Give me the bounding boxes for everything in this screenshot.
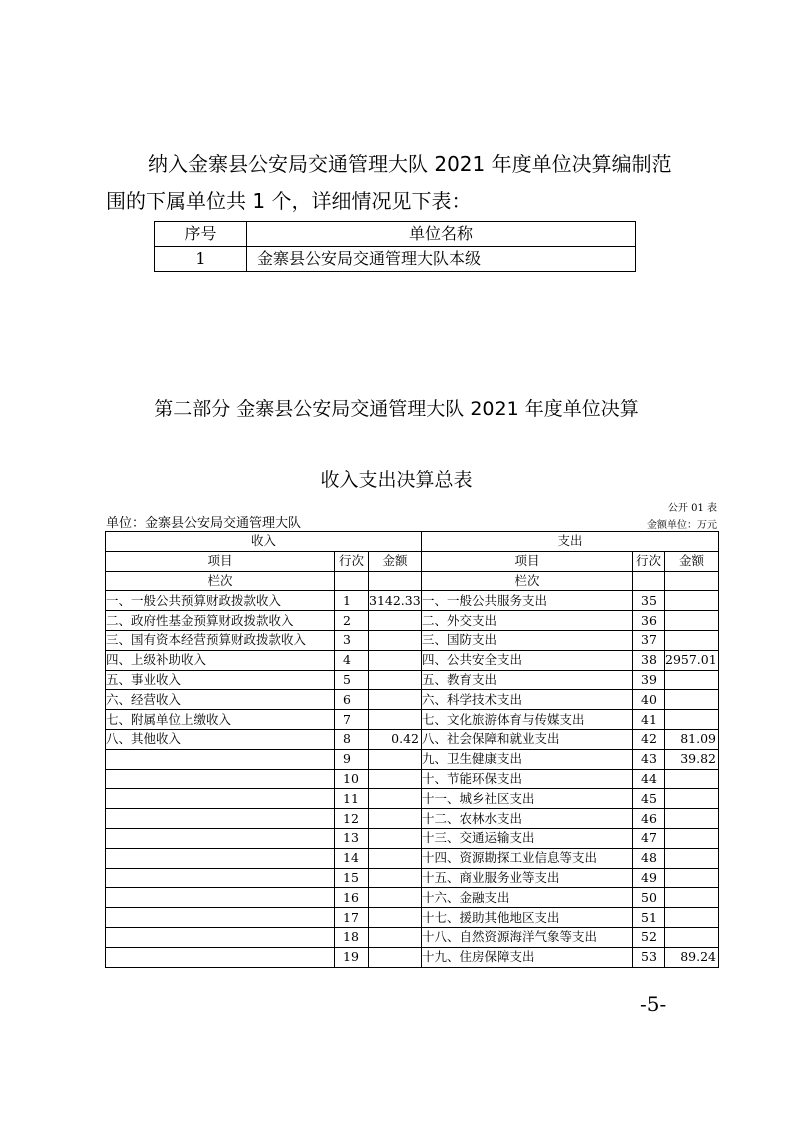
amount-unit-label: 金额单位：万元 [647, 520, 717, 531]
page-number: -5- [640, 992, 667, 1016]
table-row [106, 630, 719, 650]
expense-amount-cell [665, 591, 719, 611]
income-amount-cell [369, 848, 422, 868]
income-line-cell: 17 [335, 908, 369, 928]
expense-line-cell: 38 [633, 650, 665, 670]
expense-amount-cell [665, 828, 719, 848]
subordinate-units-table [154, 221, 636, 272]
column-header-row [106, 551, 719, 571]
income-item-cell: 二、政府性基金预算财政拨款收入 [106, 611, 335, 631]
income-amount-cell [369, 690, 422, 710]
income-line-cell: 3 [335, 630, 369, 650]
income-amount-cell [369, 809, 422, 829]
expense-item-cell: 一、一般公共服务支出 [422, 591, 633, 611]
table-row [106, 888, 719, 908]
expense-amount-cell [665, 670, 719, 690]
empty-cell [335, 571, 369, 591]
income-line-cell: 7 [335, 710, 369, 730]
expense-line-cell: 51 [633, 908, 665, 928]
table-row [106, 769, 719, 789]
income-line-cell: 15 [335, 868, 369, 888]
expense-item-cell: 十、节能环保支出 [422, 769, 633, 789]
income-line-header: 行次 [335, 551, 369, 571]
expense-amount-cell [665, 848, 719, 868]
expense-line-cell: 40 [633, 690, 665, 710]
header-unit-name: 单位名称 [247, 222, 636, 247]
income-item-cell: 七、附属单位上缴收入 [106, 710, 335, 730]
expense-line-cell: 44 [633, 769, 665, 789]
income-amount-cell [369, 670, 422, 690]
expense-amount-cell [665, 809, 719, 829]
income-amount-cell [369, 828, 422, 848]
income-amount-cell [369, 749, 422, 769]
expense-amount-cell [665, 868, 719, 888]
income-line-cell: 11 [335, 789, 369, 809]
income-amount-cell: 0.42 [369, 729, 422, 749]
expense-amount-cell [665, 630, 719, 650]
expense-item-cell: 四、公共安全支出 [422, 650, 633, 670]
income-item-cell [106, 908, 335, 928]
expense-item-cell: 十七、援助其他地区支出 [422, 908, 633, 928]
expense-item-cell: 七、文化旅游体育与传媒支出 [422, 710, 633, 730]
expense-line-cell: 48 [633, 848, 665, 868]
expense-item-cell: 二、外交支出 [422, 611, 633, 631]
expense-amount-cell [665, 769, 719, 789]
table-row [106, 789, 719, 809]
income-item-cell [106, 809, 335, 829]
expense-line-cell: 37 [633, 630, 665, 650]
income-line-cell: 14 [335, 848, 369, 868]
expense-item-cell: 十五、商业服务业等支出 [422, 868, 633, 888]
expense-line-cell: 36 [633, 611, 665, 631]
expense-line-cell: 35 [633, 591, 665, 611]
income-line-cell: 2 [335, 611, 369, 631]
income-header: 收入 [106, 532, 422, 552]
intro-line-2: 围的下属单位共 1 个，详细情况见下表： [106, 189, 472, 213]
expense-item-cell: 十三、交通运输支出 [422, 828, 633, 848]
income-item-cell [106, 828, 335, 848]
income-amount-header: 金额 [369, 551, 422, 571]
expense-amount-header: 金额 [665, 551, 719, 571]
income-item-cell: 五、事业收入 [106, 670, 335, 690]
income-line-cell: 9 [335, 749, 369, 769]
income-line-cell: 12 [335, 809, 369, 829]
table-row [106, 848, 719, 868]
income-line-cell: 8 [335, 729, 369, 749]
table-row [106, 591, 719, 611]
table-row [106, 947, 719, 967]
table-row [106, 611, 719, 631]
income-item-cell: 四、上级补助收入 [106, 650, 335, 670]
income-line-cell: 5 [335, 670, 369, 690]
empty-cell [369, 571, 422, 591]
lanci-row [106, 571, 719, 591]
income-item-cell [106, 769, 335, 789]
serial-cell: 1 [155, 247, 247, 272]
table-header-row [155, 222, 636, 247]
expense-amount-cell [665, 888, 719, 908]
income-item-cell [106, 789, 335, 809]
table-row [106, 908, 719, 928]
expense-amount-cell: 81.09 [665, 729, 719, 749]
income-item-cell [106, 868, 335, 888]
table-title: 收入支出决算总表 [320, 469, 473, 491]
income-item-cell [106, 947, 335, 967]
section-header-row [106, 532, 719, 552]
expense-item-cell: 十一、城乡社区支出 [422, 789, 633, 809]
income-amount-cell [369, 630, 422, 650]
expense-item-cell: 九、卫生健康支出 [422, 749, 633, 769]
table-row [106, 828, 719, 848]
expense-item-cell: 十四、资源勘探工业信息等支出 [422, 848, 633, 868]
expense-header: 支出 [422, 532, 719, 552]
expense-item-cell: 十八、自然资源海洋气象等支出 [422, 927, 633, 947]
expense-item-cell: 八、社会保障和就业支出 [422, 729, 633, 749]
income-line-cell: 13 [335, 828, 369, 848]
intro-paragraph [106, 146, 706, 220]
expense-line-cell: 39 [633, 670, 665, 690]
income-item-cell [106, 927, 335, 947]
expense-amount-cell [665, 927, 719, 947]
expense-amount-cell [665, 690, 719, 710]
expense-line-cell: 46 [633, 809, 665, 829]
income-item-cell: 八、其他收入 [106, 729, 335, 749]
income-amount-cell [369, 947, 422, 967]
expense-line-cell: 43 [633, 749, 665, 769]
expense-line-header: 行次 [633, 551, 665, 571]
income-amount-cell [369, 769, 422, 789]
expense-item-cell: 十二、农林水支出 [422, 809, 633, 829]
expense-line-cell: 53 [633, 947, 665, 967]
intro-line-1: 纳入金寨县公安局交通管理大队 2021 年度单位决算编制范 [148, 152, 672, 176]
income-line-cell: 6 [335, 690, 369, 710]
income-item-header: 项目 [106, 551, 335, 571]
income-expense-table [105, 531, 719, 968]
income-amount-cell [369, 908, 422, 928]
header-serial: 序号 [155, 222, 247, 247]
income-amount-cell [369, 611, 422, 631]
table-row [106, 927, 719, 947]
empty-cell [665, 571, 719, 591]
expense-amount-cell [665, 908, 719, 928]
table-row [106, 868, 719, 888]
expense-item-cell: 六、科学技术支出 [422, 690, 633, 710]
income-item-cell: 六、经营收入 [106, 690, 335, 710]
income-amount-cell: 3142.33 [369, 591, 422, 611]
expense-amount-cell [665, 710, 719, 730]
expense-item-cell: 三、国防支出 [422, 630, 633, 650]
income-line-cell: 19 [335, 947, 369, 967]
income-item-cell: 三、国有资本经营预算财政拨款收入 [106, 630, 335, 650]
unit-label: 单位：金寨县公安局交通管理大队 [106, 516, 302, 531]
expense-line-cell: 49 [633, 868, 665, 888]
expense-line-cell: 45 [633, 789, 665, 809]
table-row [106, 710, 719, 730]
expense-item-header: 项目 [422, 551, 633, 571]
income-amount-cell [369, 650, 422, 670]
table-row [106, 729, 719, 749]
table-row [106, 749, 719, 769]
expense-line-cell: 50 [633, 888, 665, 908]
expense-item-cell: 五、教育支出 [422, 670, 633, 690]
expense-amount-cell: 89.24 [665, 947, 719, 967]
income-item-cell [106, 888, 335, 908]
income-amount-cell [369, 789, 422, 809]
expense-amount-cell [665, 611, 719, 631]
table-row [155, 247, 636, 272]
part-title: 第二部分 金寨县公安局交通管理大队 2021 年度单位决算 [154, 398, 639, 420]
income-amount-cell [369, 888, 422, 908]
table-row [106, 670, 719, 690]
table-row [106, 650, 719, 670]
table-row [106, 809, 719, 829]
income-amount-cell [369, 710, 422, 730]
expense-line-cell: 52 [633, 927, 665, 947]
income-amount-cell [369, 927, 422, 947]
expense-line-cell: 41 [633, 710, 665, 730]
expense-amount-cell: 2957.01 [665, 650, 719, 670]
income-amount-cell [369, 868, 422, 888]
income-line-cell: 16 [335, 888, 369, 908]
expense-item-cell: 十六、金融支出 [422, 888, 633, 908]
income-line-cell: 4 [335, 650, 369, 670]
table-code: 公开 01 表 [667, 503, 717, 514]
expense-line-cell: 42 [633, 729, 665, 749]
income-item-cell [106, 848, 335, 868]
table-row [106, 690, 719, 710]
income-line-cell: 10 [335, 769, 369, 789]
income-line-cell: 18 [335, 927, 369, 947]
expense-amount-cell [665, 789, 719, 809]
empty-cell [633, 571, 665, 591]
expense-item-cell: 十九、住房保障支出 [422, 947, 633, 967]
expense-amount-cell: 39.82 [665, 749, 719, 769]
income-item-cell [106, 749, 335, 769]
expense-lanci: 栏次 [422, 571, 633, 591]
unit-name-cell: 金寨县公安局交通管理大队本级 [247, 247, 636, 272]
expense-line-cell: 47 [633, 828, 665, 848]
income-lanci: 栏次 [106, 571, 335, 591]
income-item-cell: 一、一般公共预算财政拨款收入 [106, 591, 335, 611]
income-line-cell: 1 [335, 591, 369, 611]
